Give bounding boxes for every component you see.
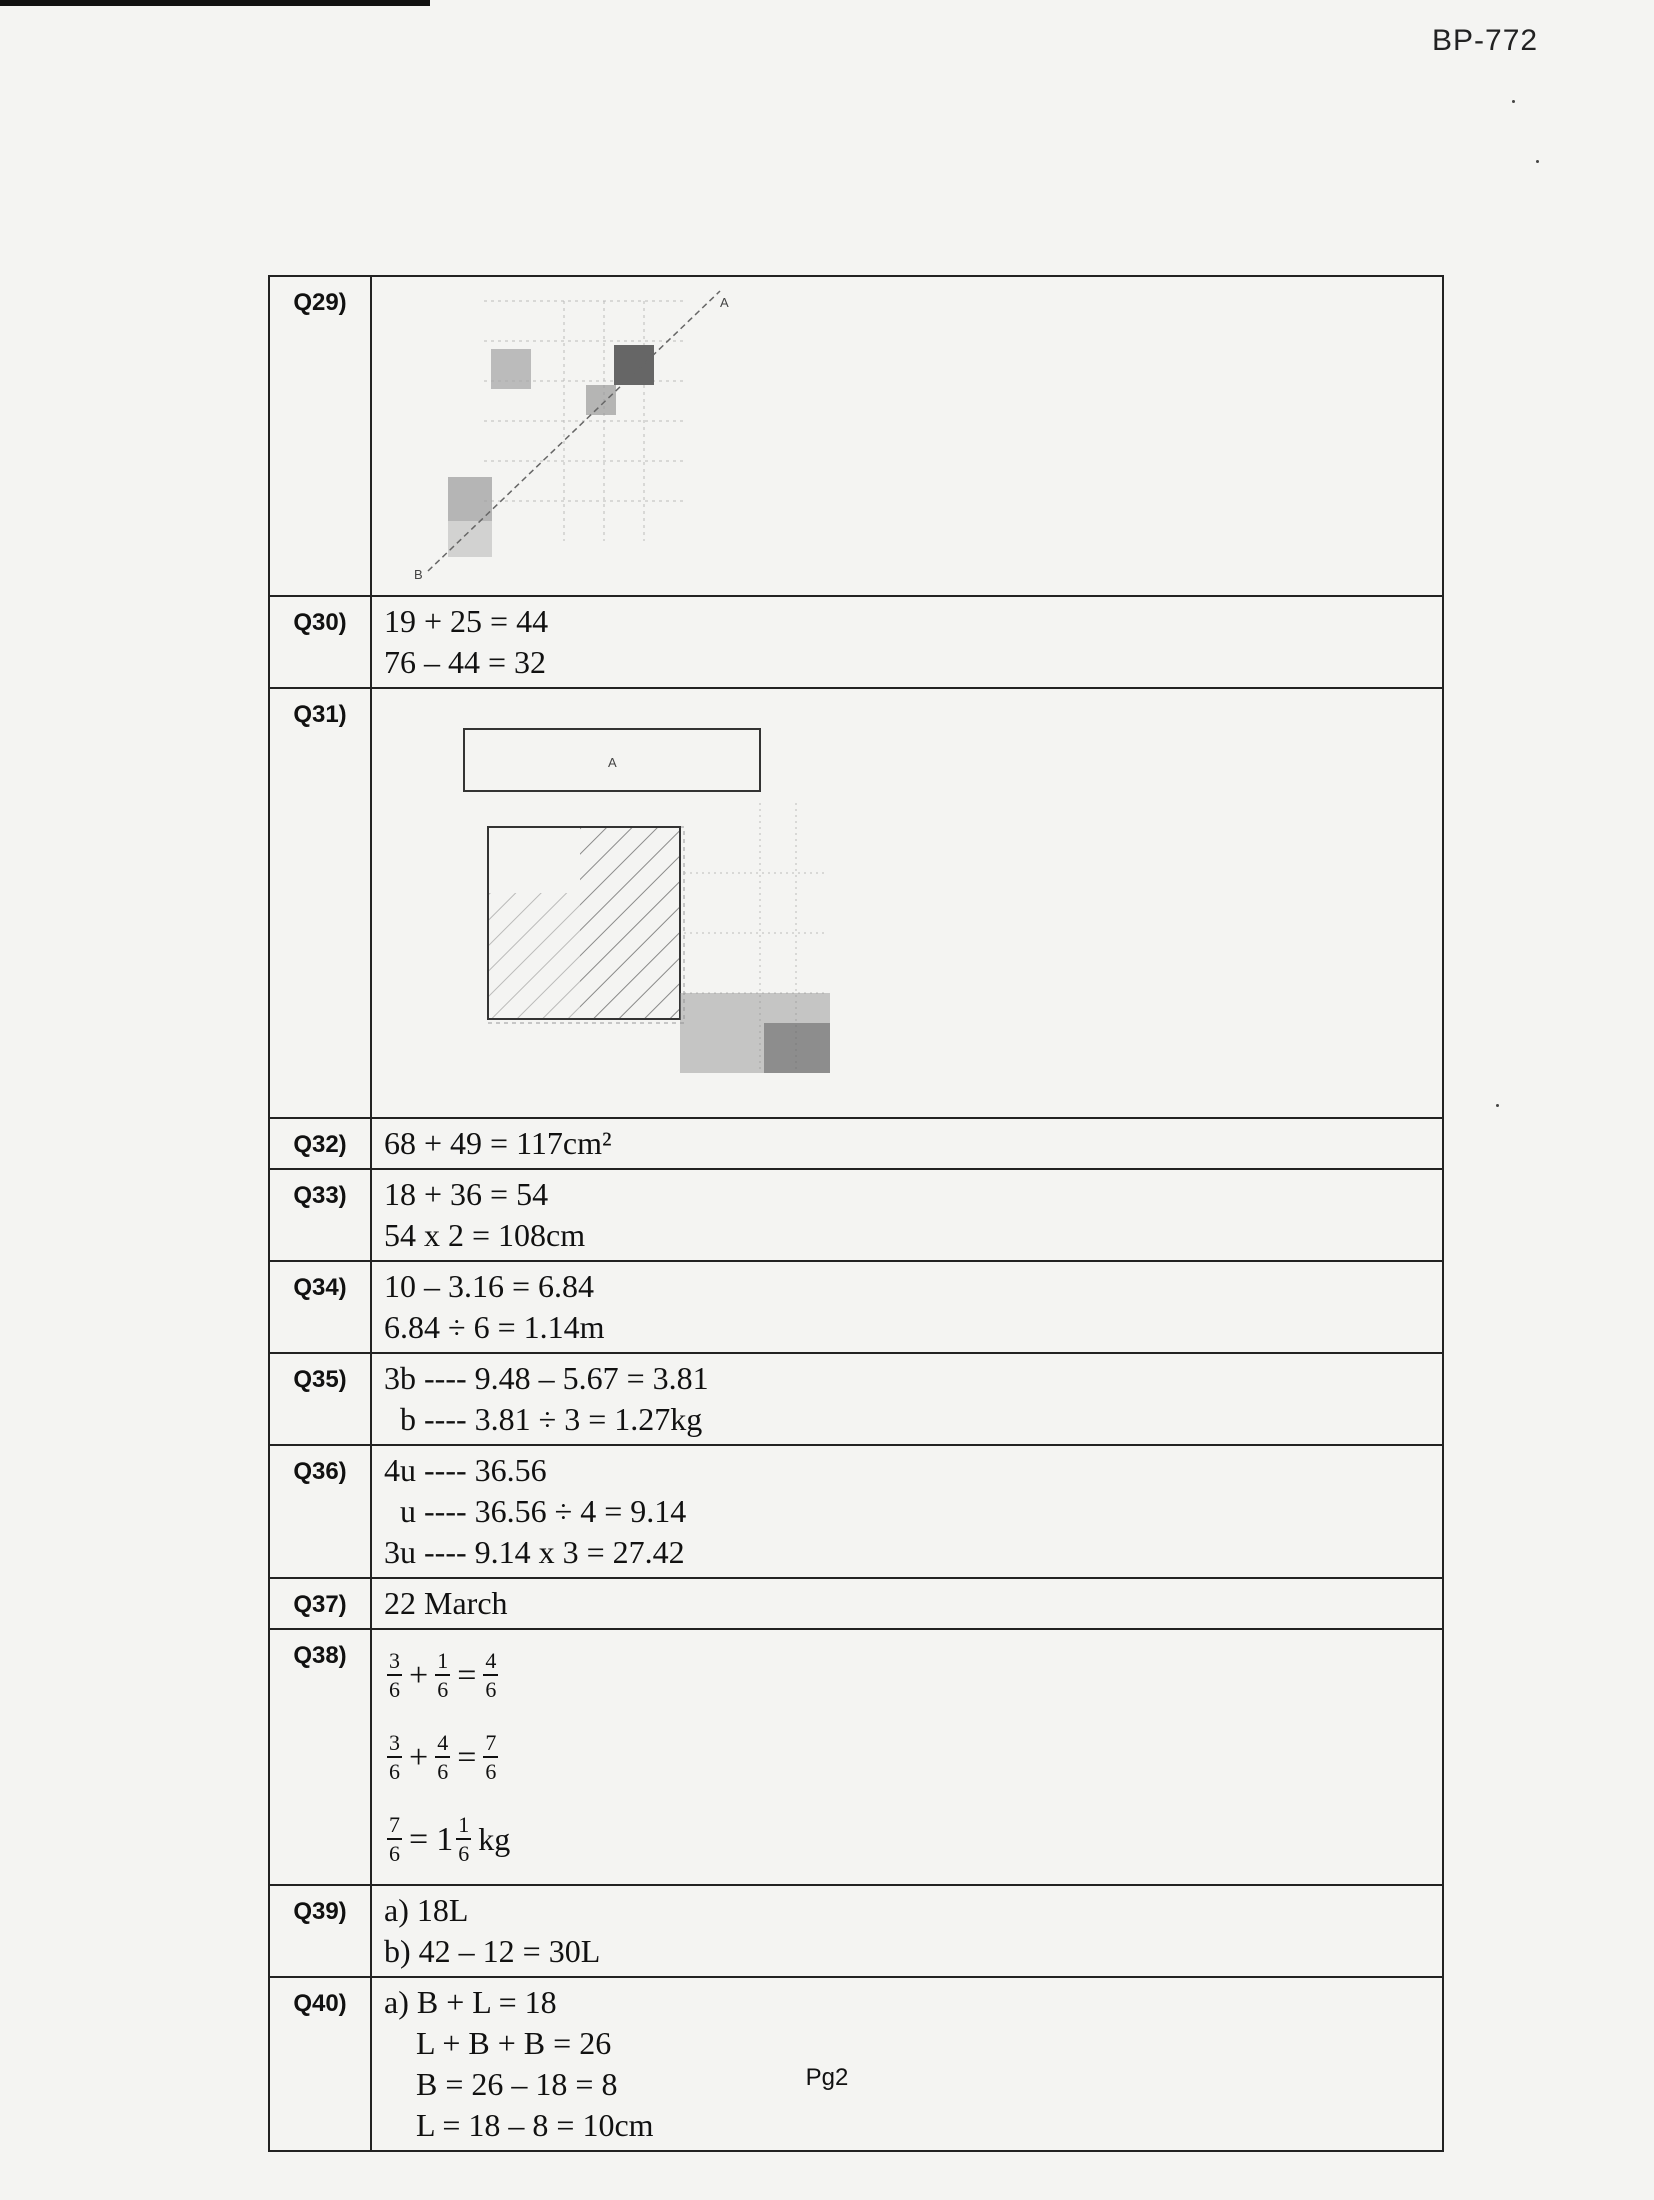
shaded-square bbox=[448, 477, 492, 521]
rectangle-a-label: A bbox=[608, 755, 617, 770]
answer-row-q38 bbox=[269, 1629, 1443, 1885]
working-line: 22 March bbox=[384, 1585, 508, 1621]
question-number: Q39) bbox=[269, 1885, 371, 1977]
scan-speck bbox=[1496, 1104, 1499, 1107]
question-number: Q34) bbox=[269, 1261, 371, 1353]
answer-row-q39 bbox=[269, 1885, 1443, 1977]
fraction: $\frac{1}{6}$ bbox=[437, 1647, 449, 1702]
hatched-region bbox=[488, 893, 580, 1019]
operator: + bbox=[409, 1656, 429, 1694]
working-line: b) 42 – 12 = 30L bbox=[384, 1933, 601, 1969]
answer-cell bbox=[371, 1261, 1443, 1353]
fraction-line bbox=[384, 1798, 1430, 1880]
answer-table bbox=[268, 275, 1444, 2152]
answer-cell bbox=[371, 1353, 1443, 1445]
answer-row-q31 bbox=[269, 688, 1443, 1118]
line-of-symmetry bbox=[428, 291, 720, 571]
working-line: 4u ---- 36.56 bbox=[384, 1452, 547, 1488]
point-b-label: B bbox=[414, 567, 423, 581]
fraction: $\frac{7}{6}$ bbox=[485, 1729, 497, 1784]
scan-speck bbox=[1512, 100, 1515, 103]
working-line: B = 26 – 18 = 8 bbox=[384, 2066, 618, 2102]
question-number: Q35) bbox=[269, 1353, 371, 1445]
working-line: a) B + L = 18 bbox=[384, 1984, 557, 2020]
hatched-region bbox=[580, 827, 680, 1019]
reflection-grid-figure bbox=[384, 281, 784, 581]
question-number: Q30) bbox=[269, 596, 371, 688]
point-a-label: A bbox=[720, 295, 729, 310]
answer-cell bbox=[371, 1169, 1443, 1261]
fraction: $\frac{4}{6}$ bbox=[485, 1647, 497, 1702]
fraction: $\frac{1}{6}$ bbox=[458, 1811, 470, 1866]
working-line: 3b ---- 9.48 – 5.67 = 3.81 bbox=[384, 1360, 709, 1396]
working-line: 18 + 36 = 54 bbox=[384, 1176, 549, 1212]
answer-cell bbox=[371, 1118, 1443, 1169]
working-line: b ---- 3.81 ÷ 3 = 1.27kg bbox=[384, 1401, 703, 1437]
equals-sign: = bbox=[457, 1656, 477, 1694]
answer-cell bbox=[371, 596, 1443, 688]
answer-cell bbox=[371, 1578, 1443, 1629]
top-rule bbox=[0, 0, 430, 6]
working-line: 68 + 49 = 117cm² bbox=[384, 1125, 612, 1161]
question-number: Q29) bbox=[269, 276, 371, 596]
answer-row-q33 bbox=[269, 1169, 1443, 1261]
answer-cell bbox=[371, 688, 1443, 1118]
answer-row-q37 bbox=[269, 1578, 1443, 1629]
fraction: $\frac{7}{6}$ bbox=[389, 1811, 400, 1866]
question-number: Q31) bbox=[269, 688, 371, 1118]
answer-row-q36 bbox=[269, 1445, 1443, 1578]
fraction-line bbox=[384, 1634, 1430, 1716]
shaded-rectangle-figure bbox=[384, 693, 854, 1093]
fraction: $\frac{3}{6}$ bbox=[389, 1647, 400, 1702]
question-number: Q33) bbox=[269, 1169, 371, 1261]
equals-sign: = bbox=[457, 1738, 477, 1776]
answer-row-q29 bbox=[269, 276, 1443, 596]
shaded-square bbox=[491, 349, 531, 389]
shaded-square bbox=[448, 521, 492, 557]
working-line: 54 x 2 = 108cm bbox=[384, 1217, 586, 1253]
working-line: 3u ---- 9.14 x 3 = 27.42 bbox=[384, 1534, 685, 1570]
fraction-line bbox=[384, 1716, 1430, 1798]
answer-cell bbox=[371, 1629, 1443, 1885]
question-number: Q37) bbox=[269, 1578, 371, 1629]
scan-smudge bbox=[764, 1023, 830, 1073]
shaded-square bbox=[614, 345, 654, 385]
answer-cell bbox=[371, 1885, 1443, 1977]
shaded-square bbox=[586, 385, 616, 415]
working-line: 19 + 25 = 44 bbox=[384, 603, 549, 639]
answer-row-q35 bbox=[269, 1353, 1443, 1445]
answer-row-q32 bbox=[269, 1118, 1443, 1169]
answer-row-q30 bbox=[269, 596, 1443, 688]
working-line: L + B + B = 26 bbox=[384, 2025, 612, 2061]
question-number: Q38) bbox=[269, 1629, 371, 1885]
operator: + bbox=[409, 1738, 429, 1776]
fraction: $\frac{4}{6}$ bbox=[437, 1729, 449, 1784]
question-number: Q36) bbox=[269, 1445, 371, 1578]
working-line: L = 18 – 8 = 10cm bbox=[384, 2107, 654, 2143]
fraction: $\frac{3}{6}$ bbox=[389, 1729, 400, 1784]
working-line: a) 18L bbox=[384, 1892, 469, 1928]
working-line: u ---- 36.56 ÷ 4 = 9.14 bbox=[384, 1493, 687, 1529]
question-number: Q40) bbox=[269, 1977, 371, 2151]
faint-grid bbox=[484, 301, 684, 541]
whole-number: 1 bbox=[436, 1820, 454, 1858]
scan-speck bbox=[1536, 160, 1539, 163]
document-code: BP-772 bbox=[1432, 24, 1539, 57]
unit: kg bbox=[478, 1820, 511, 1857]
page-number: Pg2 bbox=[805, 2064, 849, 2091]
equals-sign: = bbox=[409, 1820, 429, 1858]
working-line: 6.84 ÷ 6 = 1.14m bbox=[384, 1309, 605, 1345]
answer-cell bbox=[371, 1445, 1443, 1578]
working-line: 76 – 44 = 32 bbox=[384, 644, 547, 680]
answer-row-q34 bbox=[269, 1261, 1443, 1353]
answer-cell bbox=[371, 276, 1443, 596]
working-line: 10 – 3.16 = 6.84 bbox=[384, 1268, 595, 1304]
question-number: Q32) bbox=[269, 1118, 371, 1169]
